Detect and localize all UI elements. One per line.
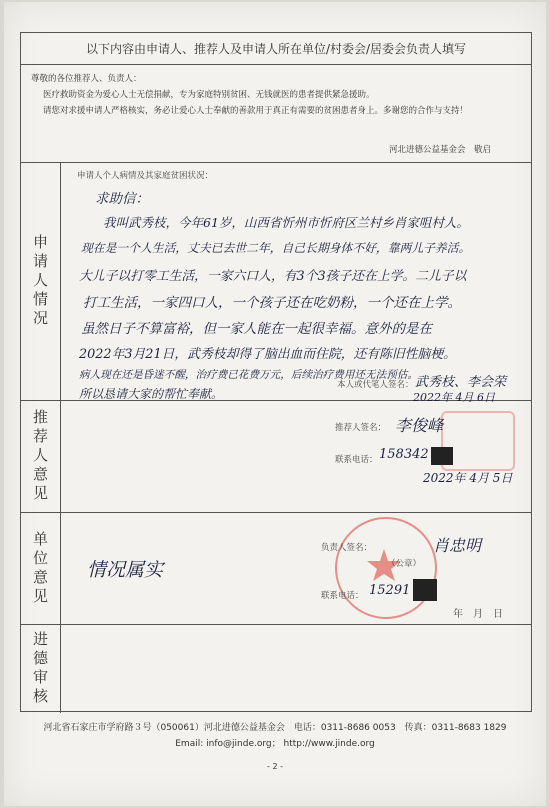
unit-opinion: 情况属实 — [87, 559, 164, 581]
recommender-phone: 158342 — [379, 447, 429, 462]
footer-website-link[interactable]: http://www.jinde.org — [283, 739, 375, 749]
unit-label-cell — [21, 513, 61, 624]
letter-line: 大儿子以打零工生活，一家六口人，有3个3孩子还在上学。二儿子以 — [79, 269, 467, 284]
unit-section — [21, 513, 531, 625]
unit-content — [69, 513, 525, 624]
footer-contact: Email: info@jinde.org； http://www.jinde.org — [175, 739, 375, 749]
unit-signature-label: 负责人签名： — [321, 543, 373, 553]
letter-line: 我叫武秀枝，今年61岁，山西省忻州市忻府区兰村乡肖家咀村人。 — [103, 215, 469, 230]
unit-label: 单位意见 — [31, 530, 49, 607]
letter-line: 2022年3月21日，武秀枝却得了脑出血而住院，还有陈旧性脑梗。 — [79, 347, 456, 362]
review-label: 进德审核 — [31, 631, 49, 707]
notice-line1: 医疗救助资金为爱心人士无偿捐献，专为家庭特别贫困、无钱就医的患者提供紧急援助。 — [43, 90, 375, 100]
applicant-label: 申请人情况 — [31, 234, 49, 329]
form-header-title: 以下内容由申请人、推荐人及申请人所在单位/村委会/居委会负责人填写 — [85, 42, 467, 56]
letter-line: 打工生活，一家四口人，一个孩子还在吃奶粉，一个还在上学。 — [83, 295, 461, 311]
review-section — [21, 625, 531, 713]
applicant-intro: 申请人个人病情及其家庭贫困状况： — [77, 171, 214, 181]
notice-line2: 请您对求援申请人严格核实，务必让爱心人士奉献的善款用于真正有需要的贫困患者身上。多谢您的合作与支持！ — [43, 106, 469, 116]
unit-signature: 肖忠明 — [433, 536, 482, 555]
letter-line: 现在是一个人生活，丈夫已去世二年，自己长期身体不好，靠两儿子养活。 — [81, 241, 471, 255]
applicant-label-cell — [21, 163, 61, 400]
letter-line: 病人现在还是昏迷不醒，治疗费已花费万元，后续治疗费用还无法预估。 — [79, 369, 418, 381]
recommender-signature: 李俊峰 — [395, 416, 444, 435]
review-content — [69, 625, 525, 713]
application-form — [20, 32, 532, 712]
page-number: - 2 - — [267, 762, 283, 771]
redaction-block — [413, 579, 437, 601]
recommender-date: 2022年 4月 5日 — [423, 471, 513, 485]
unit-seal-label: （公章） — [387, 559, 422, 569]
redaction-block — [431, 447, 453, 465]
recommender-phone-label: 联系电话： — [335, 455, 378, 465]
recommender-label: 推荐人意见 — [31, 409, 49, 504]
applicant-content — [69, 163, 525, 404]
applicant-signature: 武秀枝、李会荣 — [415, 375, 507, 390]
notice-section — [21, 65, 531, 163]
recommender-label-cell — [21, 401, 61, 512]
applicant-date: 2022年 4月 6日 — [413, 391, 495, 404]
unit-phone: 15291 — [369, 583, 411, 598]
document-page — [4, 2, 546, 806]
letter-line: 求助信： — [95, 191, 149, 207]
letter-line: 虽然日子不算富裕，但一家人能在一起很幸福。意外的是在 — [81, 321, 432, 337]
recommender-signature-label: 推荐人签名： — [335, 423, 387, 433]
unit-date: 年 月 日 — [453, 609, 503, 620]
review-label-cell — [21, 625, 61, 713]
form-header — [21, 33, 531, 65]
letter-line: 所以恳请大家的帮忙奉献。 — [79, 387, 224, 401]
recommender-section — [21, 401, 531, 513]
notice-salutation: 尊敬的各位推荐人、负责人： — [31, 74, 142, 84]
recommender-content — [69, 401, 525, 512]
footer-address: 河北省石家庄市学府路３号（050061）河北进德公益基金会 电话：0311-8686 0053 传真：0311-8683 1829 — [43, 723, 507, 733]
applicant-signature-label: 本人或代笔人签名： — [337, 380, 414, 390]
unit-phone-label: 联系电话： — [321, 591, 364, 601]
notice-signoff: 河北进德公益基金会 敬启 — [388, 145, 491, 155]
footer-email-label: Email: — [175, 739, 204, 749]
footer-email-link[interactable]: info@jinde.org — [206, 739, 272, 749]
applicant-section — [21, 163, 531, 404]
official-seal — [335, 517, 437, 619]
